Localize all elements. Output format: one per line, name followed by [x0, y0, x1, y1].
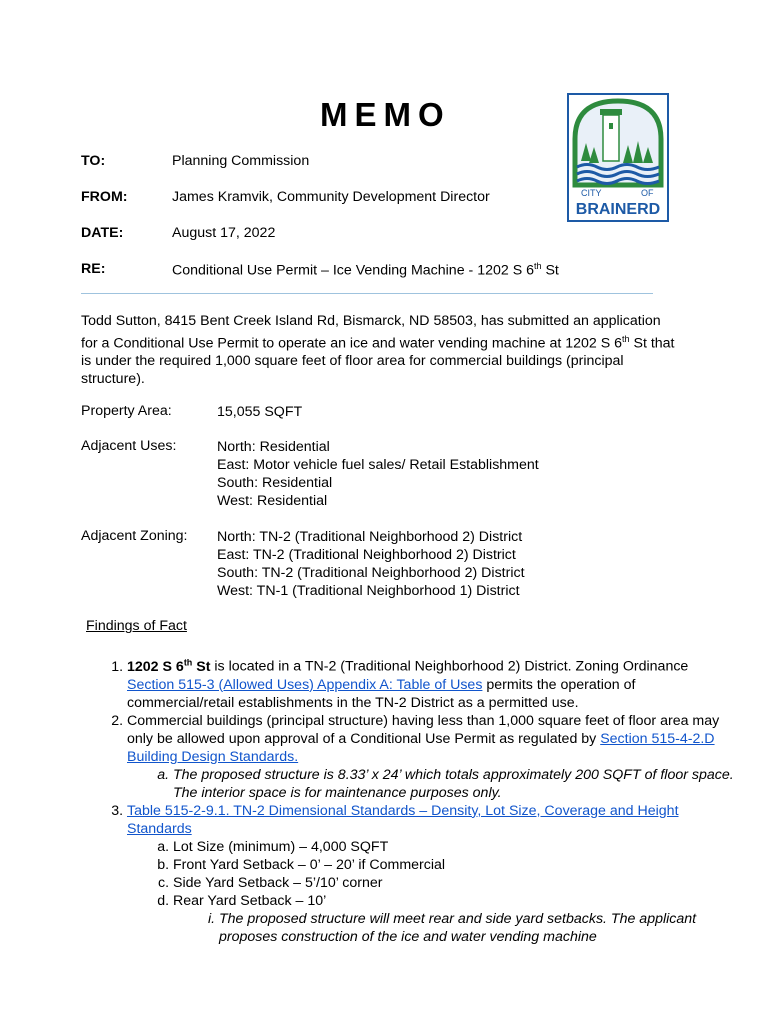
- property-area-label: Property Area:: [81, 403, 172, 419]
- findings-heading: Findings of Fact: [86, 618, 187, 634]
- to-label: TO:: [81, 153, 106, 169]
- finding-3-sub-item: b. Front Yard Setback – 0’ – 20’ if Commercial: [173, 856, 737, 874]
- adjacent-use-item: West: Residential: [217, 493, 328, 509]
- section-515-3-link[interactable]: Section 515-3 (Allowed Uses) Appendix A: Table of Uses: [127, 676, 483, 693]
- adjacent-use-item: East: Motor vehicle fuel sales/ Retail Establishment: [217, 457, 539, 473]
- finding-3-sub-item: a. Lot Size (minimum) – 4,000 SQFT: [173, 838, 737, 856]
- finding-item-1: 1. 1202 S 6th St is located in a TN-2 (Traditional Neighborhood 2) District. Zoning Ordinance Section 515-3 (Allowed Uses) Appendix A: Table of Uses permits the operation of commercial/retail establishments in the TN-2 District as a permitted use.: [127, 653, 737, 712]
- finding-2-sublist: [127, 766, 737, 802]
- finding-2-sub-a: a. The proposed structure is 8.33’ x 24’ which totals approximately 200 SQFT of floor space. The interior space is for maintenance purposes only.: [173, 766, 737, 802]
- findings-list: [81, 653, 737, 946]
- adjacent-zoning-label: Adjacent Zoning:: [81, 528, 188, 544]
- re-label: RE:: [81, 261, 106, 277]
- finding-3-sub-item: c. Side Yard Setback – 5’/10’ corner: [173, 874, 737, 892]
- to-value: Planning Commission: [172, 153, 310, 169]
- table-515-2-9-1-link[interactable]: Table 515-2-9.1. TN-2 Dimensional Standards – Density, Lot Size, Coverage and Height Standards: [127, 802, 679, 837]
- header-divider: [81, 293, 653, 294]
- date-label: DATE:: [81, 225, 124, 241]
- section-515-4-2-d-link[interactable]: Section 515-4-2.D Building Design Standards.: [127, 730, 715, 765]
- from-label: FROM:: [81, 189, 128, 205]
- adjacent-use-item: North: Residential: [217, 439, 330, 455]
- tower-icon: [600, 109, 622, 161]
- logo-name-text: BRAINERD: [575, 201, 661, 218]
- adjacent-zoning-item: West: TN-1 (Traditional Neighborhood 1) District: [217, 583, 520, 599]
- adjacent-zoning-item: South: TN-2 (Traditional Neighborhood 2) District: [217, 565, 525, 581]
- finding-item-2: 2. Commercial buildings (principal structure) having less than 1,000 square feet of floor area may only be allowed upon approval of a Conditional Use Permit as regulated by Section 515-4-2.D Building Design Standards. a. The proposed structure is 8.33’ x 24’ which totals approximately 200 SQFT of floor space. The interior space is for maintenance purposes only.: [127, 712, 737, 802]
- memo-title: MEMO: [320, 96, 451, 133]
- adjacent-zoning-list: [217, 528, 525, 600]
- adjacent-uses-list: [217, 438, 539, 510]
- adjacent-zoning-item: North: TN-2 (Traditional Neighborhood 2) District: [217, 529, 523, 545]
- finding-item-3: [127, 802, 737, 946]
- city-of-brainerd-logo: [567, 93, 669, 222]
- logo-of-text: OF: [641, 188, 654, 198]
- from-value: James Kramvik, Community Development Director: [172, 189, 490, 205]
- finding-3-roman-list: [173, 910, 737, 946]
- adjacent-zoning-item: East: TN-2 (Traditional Neighborhood 2) District: [217, 547, 516, 563]
- adjacent-use-item: South: Residential: [217, 475, 333, 491]
- finding-3-sublist: [127, 838, 737, 946]
- property-area-value: 15,055 SQFT: [217, 404, 303, 420]
- finding-3-roman-i: i. The proposed structure will meet rear and side yard setbacks. The applicant proposes construction of the ice and water vending machine: [219, 910, 737, 946]
- finding-3-sub-item: d. Rear Yard Setback – 10’ i. The proposed structure will meet rear and side yard setbacks. The applicant proposes construction of the ice and water vending machine: [173, 892, 737, 946]
- logo-city-text: CITY: [581, 188, 602, 198]
- intro-paragraph: Todd Sutton, 8415 Bent Creek Island Rd, Bismarck, ND 58503, has submitted an application for a Conditional Use Permit to operate an ice and water vending machine at 1202 S 6th St that is under the required 1,000 square feet of floor area for commercial buildings (principal structure).: [81, 313, 675, 388]
- date-value: August 17, 2022: [172, 225, 276, 241]
- re-value: Conditional Use Permit – Ice Vending Machine - 1202 S 6th St: [172, 261, 559, 279]
- adjacent-uses-label: Adjacent Uses:: [81, 438, 177, 454]
